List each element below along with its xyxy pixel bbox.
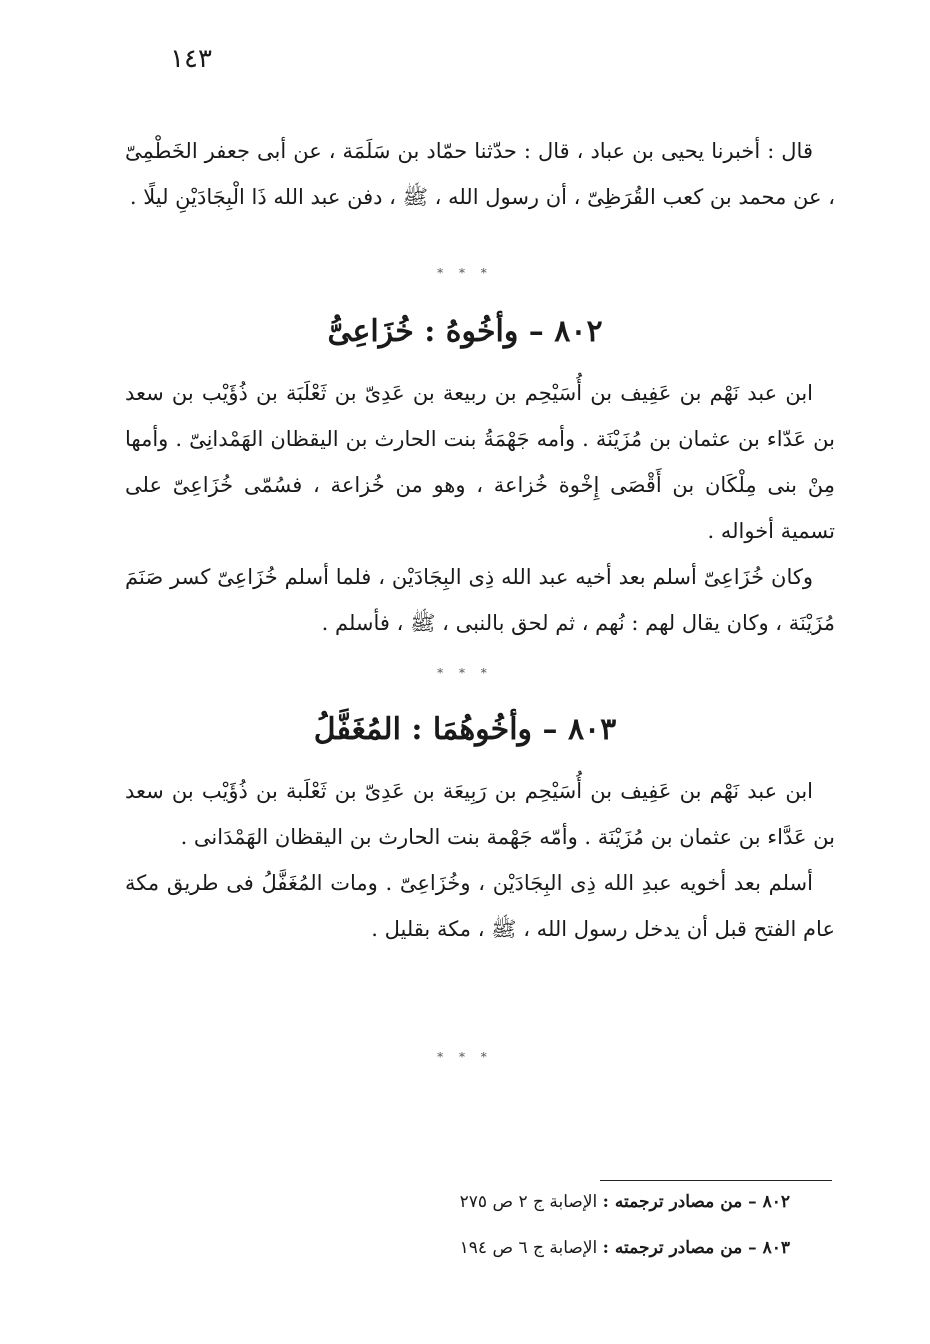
entry-803-paragraph-2: أسلم بعد أخويه عبدِ الله ذِى البِجَادَيْن ، وخُزَاعِىّ . ومات المُغَفَّلُ فى طريق مكة عام الفتح قبل أن يدخل رسول الله ، ﷺ ، مكة بقليل . [125,871,835,941]
section-separator: * * * [437,666,493,680]
intro-paragraph: قال : أخبرنا يحيى بن عباد ، قال : حدّثنا حمّاد بن سَلَمَة ، عن أبى جعفر الخَطْمِىّ ، عن محمد بن كعب القُرَظِىّ ، أن رسول الله ، ﷺ ، دفن عبد الله ذَا الْبِجَادَيْنِ ليلًا . [125,139,835,209]
footnote-label: ٨٠٢ – من مصادر ترجمته : [602,1192,790,1212]
footnote-rule [600,1180,832,1181]
entry-802-body [125,370,835,646]
entry-802-paragraph-1: ابن عبد نَهْم بن عَفِيف بن أُسَيْحِم بن ربيعة بن عَدِىّ بن ثَعْلَبَة بن ذُؤَيْب بن سعد بن عَدّاء بن عثمان بن مُزَيْنَة . وأمه جَهْمَةُ بنت الحارث بن اليقظان الهَمْدانِىّ . وأمها مِنْ بنى مِلْكَان بن أَقْصَى إِخْوة خُزاعة ، وهو من خُزاعة ، فسُمّى خُزَاعِىّ على تسمية أخواله . [125,381,835,543]
entry-802-paragraph-2: وكان خُزَاعِىّ أسلم بعد أخيه عبد الله ذِى البِجَادَيْن ، فلما أسلم خُزَاعِىّ كسر صَنَمَ مُزَيْنَة ، وكان يقال لهم : نُهم ، ثم لحق بالنبى ، ﷺ ، فأسلم . [125,565,835,635]
entry-heading-803: ٨٠٣ – وأخُوهُمَا : المُغَفَّلُ [313,712,617,747]
entry-heading-802: ٨٠٢ – وأخُوهُ : خُزَاعِىُّ [327,314,603,349]
page-number: ١٤٣ [170,44,212,74]
intro-block [125,128,835,220]
section-separator: * * * [437,1050,493,1064]
section-separator: * * * [437,266,493,280]
footnote-label: ٨٠٣ – من مصادر ترجمته : [602,1238,790,1258]
footnote-text: الإصابة ج ٢ ص ٢٧٥ [459,1192,598,1212]
footnote-802 [290,1192,790,1212]
entry-803-body [125,768,835,952]
footnote-text: الإصابة ج ٦ ص ١٩٤ [459,1238,598,1258]
entry-803-paragraph-1: ابن عبد نَهْم بن عَفِيف بن أُسَيْحِم بن رَبِيعَة بن عَدِىّ بن ثَعْلَبة بن ذُؤَيْب بن سعد بن عَدَّاء بن عثمان بن مُزَيْنَة . وأمّه جَهْمة بنت الحارث بن اليقظان الهَمْدَانى . [125,779,835,849]
footnote-803 [290,1238,790,1258]
